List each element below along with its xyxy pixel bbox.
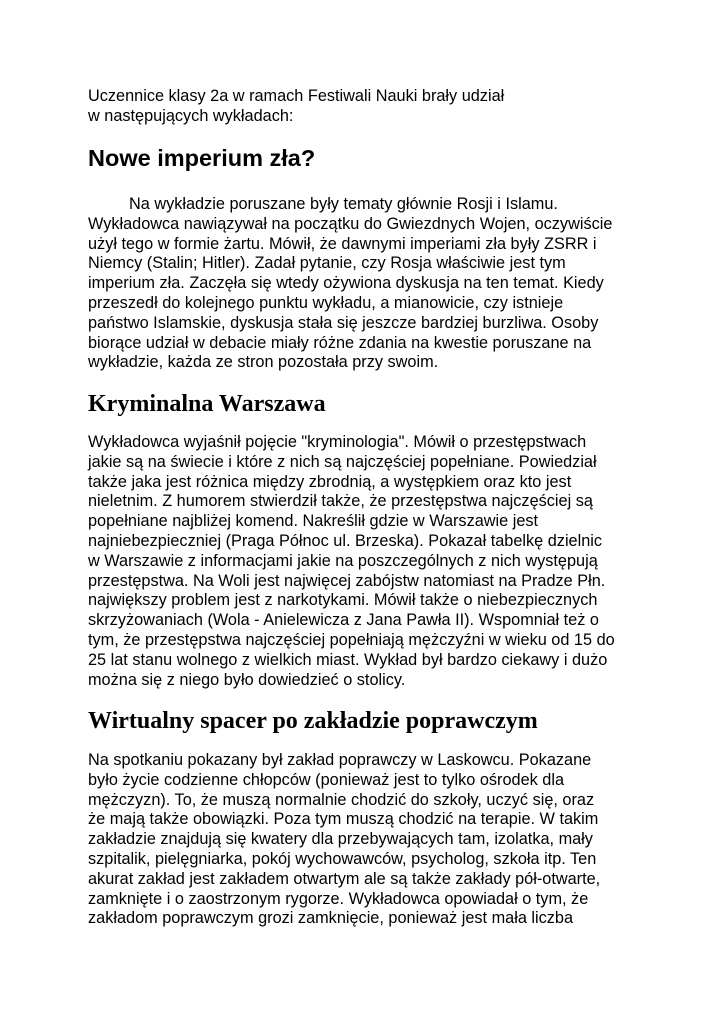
paragraph-line: najniebezpieczniej (Praga Północ ul. Brzeska). Pokazał tabelkę dzielnic [88, 531, 603, 550]
paragraph-line: biorące udział w debacie miały różne zdania na kwestie poruszane na [88, 333, 592, 352]
paragraph-line: mężczyzn). To, że muszą normalnie chodzić do szkoły, uczyć się, oraz [88, 790, 595, 809]
paragraph-line: że mają także obowiązki. Poza tym muszą chodzić na terapie. W takim [88, 810, 599, 829]
paragraph-line: w Warszawie z informacjami jakie na poszczególnych z nich występują [88, 551, 598, 570]
paragraph-line: tym, że przestępstwa najczęściej popełniają mężczyźni w wieku od 15 do [88, 630, 615, 649]
paragraph-line: Wykładowca wyjaśnił pojęcie "kryminologia". Mówił o przestępstwach [88, 433, 587, 451]
paragraph-line: zamknięte i o zaostrzonym rygorze. Wykładowca opowiadał o tym, że [88, 889, 589, 908]
paragraph-line: skrzyżowaniach (Wola - Anielewicza z Jana Pawła II). Wspomniał też o [88, 611, 599, 630]
paragraph-line: szpitalik, pielęgniarka, pokój wychowawców, psycholog, szkoła itp. Ten [88, 849, 597, 868]
intro-paragraph [88, 87, 504, 127]
paragraph-line: także jaka jest różnica między zbrodnią, a występkiem oraz kto jest [88, 472, 572, 491]
section-heading-kryminalna-warszawa: Kryminalna Warszawa [88, 391, 326, 417]
paragraph-line: Wykładowca nawiązywał na początku do Gwiezdnych Wojen, oczywiście [88, 214, 613, 233]
section-paragraph-wirtualny-spacer [88, 751, 600, 929]
intro-line: Uczennice klasy 2a w ramach Festiwali Nauki brały udział [88, 87, 505, 105]
paragraph-line: 25 lat stanu wolnego z wielkich miast. Wykład był bardzo ciekawy i dużo [88, 650, 608, 669]
paragraph-line: państwo Islamskie, dyskusja stała się jeszcze bardziej burzliwa. Osoby [88, 313, 599, 332]
paragraph-line: przeszedł do kolejnego punktu wykładu, a mianowicie, czy istnieje [88, 293, 564, 312]
paragraph-line: użył tego w formie żartu. Mówił, że dawnymi imperiami zła były ZSRR i [88, 234, 597, 253]
paragraph-line: Na spotkaniu pokazany był zakład poprawczy w Laskowcu. Pokazane [88, 751, 592, 769]
paragraph-line: zakładzie znajdują się kwatery dla przebywających tam, izolatka, mały [88, 830, 593, 849]
paragraph-line: największy problem jest z narkotykami. Mówił także o niebezpiecznych [88, 591, 598, 610]
intro-line: w następujących wykładach: [88, 106, 294, 125]
paragraph-line: Niemcy (Stalin; Hitler). Zadał pytanie, czy Rosja właściwie jest tym [88, 254, 566, 273]
paragraph-line: było życie codzienne chłopców (ponieważ jest to tylko ośrodek dla [88, 770, 565, 789]
paragraph-line: Na wykładzie poruszane były tematy głównie Rosji i Islamu. [129, 195, 558, 213]
paragraph-line: popełniane najbliżej komend. Nakreślił gdzie w Warszawie jest [88, 512, 539, 531]
paragraph-line: wykładzie, każda ze stron pozostała przy swoim. [88, 353, 439, 372]
paragraph-line: można się z niego było dowiedzieć o stolicy. [88, 670, 406, 689]
section-heading-nowe-imperium: Nowe imperium zła? [88, 145, 316, 171]
paragraph-line: akurat zakład jest zakładem otwartym ale są także zakłady pół-otwarte, [88, 869, 601, 888]
section-paragraph-nowe-imperium [88, 195, 612, 373]
section-heading-wirtualny-spacer: Wirtualny spacer po zakładzie poprawczym [88, 708, 538, 734]
section-paragraph-kryminalna-warszawa [88, 433, 615, 690]
paragraph-line: nieletnim. Z humorem stwierdził także, że przestępstwa najczęściej są [88, 492, 593, 511]
paragraph-line: imperium zła. Zaczęła się wtedy ożywiona dyskusja na ten temat. Kiedy [88, 274, 604, 293]
paragraph-line: jakie są na świecie i które z nich są najczęściej popełniane. Powiedział [88, 452, 597, 471]
paragraph-line: zakładom poprawczym grozi zamknięcie, ponieważ jest mała liczba [88, 909, 574, 928]
paragraph-line: przestępstwa. Na Woli jest najwięcej zabójstw natomiast na Pradze Płn. [88, 571, 606, 590]
